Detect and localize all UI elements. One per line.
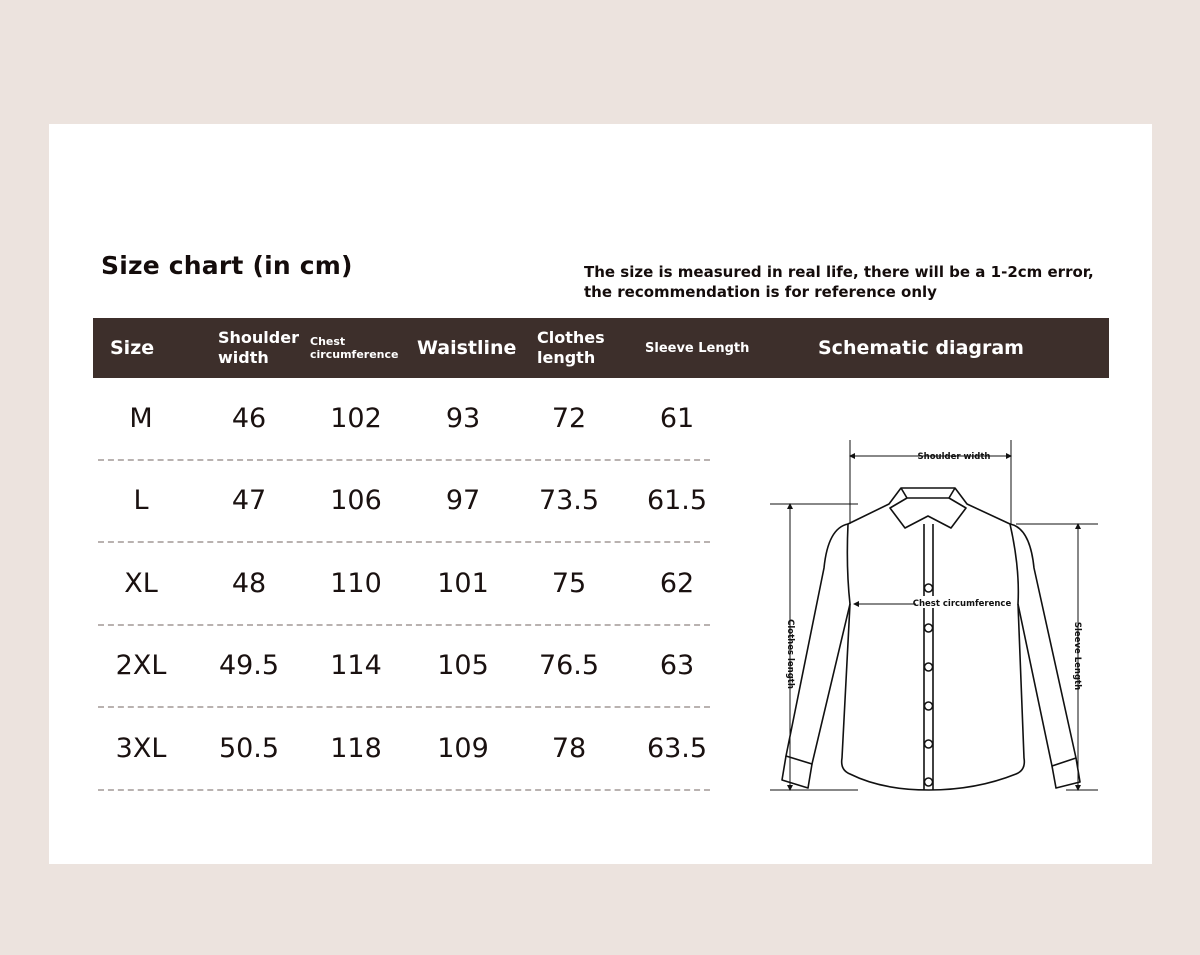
cell-waistline: 97 bbox=[445, 485, 481, 516]
cell-sleeve-length: 63.5 bbox=[646, 732, 708, 764]
table-row bbox=[98, 461, 710, 544]
header-schematic-diagram: Schematic diagram bbox=[818, 337, 1024, 359]
cell-sleeve-length: 62 bbox=[659, 567, 695, 599]
cell-size: M bbox=[129, 402, 153, 434]
cell-sleeve-length: 61.5 bbox=[646, 485, 708, 516]
cell-shoulder-width: 49.5 bbox=[218, 650, 280, 681]
cell-waistline: 93 bbox=[445, 402, 481, 434]
cell-shoulder-width: 46 bbox=[231, 402, 267, 434]
header-clothes-length: Clothes length bbox=[537, 328, 605, 367]
shirt-outline-icon bbox=[766, 428, 1107, 808]
cell-size: 3XL bbox=[115, 732, 167, 764]
cell-chest: 102 bbox=[330, 402, 382, 434]
size-chart-card bbox=[49, 124, 1152, 864]
cell-sleeve-length: 61 bbox=[659, 402, 695, 434]
cell-clothes-length: 76.5 bbox=[538, 650, 600, 681]
table-row bbox=[98, 543, 710, 626]
cell-chest: 118 bbox=[330, 732, 382, 764]
label-chest-circumference: Chest circumference bbox=[912, 599, 1012, 609]
cell-shoulder-width: 48 bbox=[231, 567, 267, 599]
cell-size: 2XL bbox=[115, 650, 167, 681]
table-header bbox=[93, 318, 1109, 378]
cell-size: L bbox=[133, 485, 149, 516]
cell-clothes-length: 72 bbox=[551, 402, 587, 434]
cell-clothes-length: 73.5 bbox=[538, 485, 600, 516]
cell-waistline: 109 bbox=[437, 732, 489, 764]
cell-chest: 106 bbox=[330, 485, 382, 516]
header-chest-circumference: Chest circumference bbox=[310, 335, 399, 361]
cell-clothes-length: 78 bbox=[551, 732, 587, 764]
table-row bbox=[98, 378, 710, 461]
header-shoulder-width: Shoulder width bbox=[218, 328, 299, 367]
label-clothes-length: Clothes length bbox=[785, 619, 795, 689]
size-table-body bbox=[98, 378, 710, 791]
cell-waistline: 101 bbox=[437, 567, 489, 599]
label-sleeve-length: Sleeve Length bbox=[1072, 621, 1082, 691]
measurement-note: The size is measured in real life, there will be a 1-2cm error, the recommendation is for reference only bbox=[584, 263, 1094, 301]
shirt-schematic-diagram bbox=[766, 428, 1107, 808]
header-waistline: Waistline bbox=[417, 337, 517, 359]
header-sleeve-length: Sleeve Length bbox=[645, 340, 750, 356]
page-title: Size chart (in cm) bbox=[101, 251, 353, 280]
cell-shoulder-width: 50.5 bbox=[218, 732, 280, 764]
cell-clothes-length: 75 bbox=[551, 567, 587, 599]
label-shoulder-width: Shoulder width bbox=[917, 452, 991, 462]
header-size: Size bbox=[110, 337, 155, 359]
cell-sleeve-length: 63 bbox=[659, 650, 695, 681]
cell-waistline: 105 bbox=[437, 650, 489, 681]
cell-chest: 114 bbox=[330, 650, 382, 681]
table-row bbox=[98, 626, 710, 709]
cell-shoulder-width: 47 bbox=[231, 485, 267, 516]
table-row bbox=[98, 708, 710, 791]
cell-chest: 110 bbox=[330, 567, 382, 599]
cell-size: XL bbox=[124, 567, 158, 599]
